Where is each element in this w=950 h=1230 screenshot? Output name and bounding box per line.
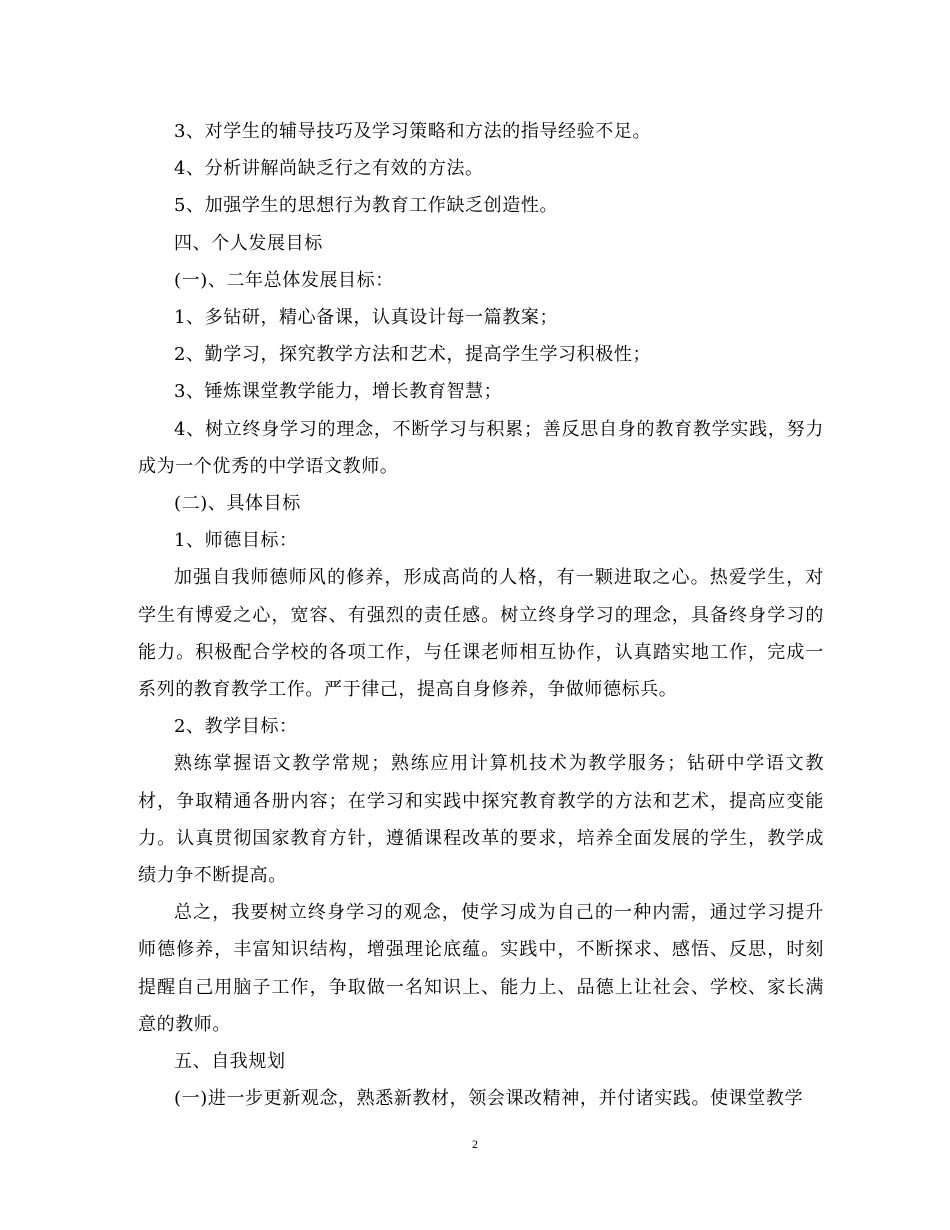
section-heading: 五、自我规划 (174, 1051, 286, 1073)
paragraph: 4、树立终身学习的理念，不断学习与积累；善反思自身的教育教学实践，努力成为一个优秀的中学语文教师。 (138, 418, 824, 477)
paragraph: 熟练掌握语文教学常规；熟练应用计算机技术为教学服务；钻研中学语文教材，争取精通各册内容；在学习和实践中探究教育教学的方法和艺术，提高应变能力。认真贯彻国家教育方针，遵循课程改革的要求，培养全面发展的学生，教学成绩力争不断提高。 (138, 753, 824, 887)
paragraph: (一)进一步更新观念，熟悉新教材，领会课改精神，并付诸实践。使课堂教学 (174, 1088, 804, 1110)
document-body (138, 113, 824, 1117)
paragraph: 1、多钻研，精心备课，认真设计每一篇教案； (174, 307, 559, 329)
paragraph: 加强自我师德师风的修养，形成高尚的人格，有一颗进取之心。热爱学生，对学生有博爱之心，宽容、有强烈的责任感。树立终身学习的理念，具备终身学习的能力。积极配合学校的各项工作，与任课老师相互协作，认真踏实地工作，完成一系列的教育教学工作。严于律己，提高自身修养，争做师德标兵。 (138, 567, 824, 701)
paragraph: 4、分析讲解尚缺乏行之有效的方法。 (174, 158, 484, 180)
paragraph: 3、对学生的辅导技巧及学习策略和方法的指导经验不足。 (174, 121, 652, 142)
subsection-heading: (二)、具体目标 (174, 493, 301, 515)
paragraph: 2、教学目标： (174, 716, 298, 738)
paragraph: 3、锤炼课堂教学能力，增长教育智慧； (174, 381, 503, 403)
subsection-heading: (一)、二年总体发展目标： (174, 269, 394, 291)
page-number: 2 (472, 1137, 478, 1151)
section-heading: 四、个人发展目标 (174, 232, 323, 254)
paragraph: 5、加强学生的思想行为教育工作缺乏创造性。 (174, 195, 559, 217)
paragraph: 1、师德目标： (174, 530, 298, 552)
paragraph: 2、勤学习，探究教学方法和艺术，提高学生学习积极性； (174, 344, 652, 366)
paragraph: 总之，我要树立终身学习的观念，使学习成为自己的一种内需，通过学习提升师德修养，丰富知识结构，增强理论底蕴。实践中，不断探求、感悟、反思，时刻提醒自己用脑子工作，争取做一名知识上、能力上、品德上让社会、学校、家长满意的教师。 (138, 902, 824, 1035)
